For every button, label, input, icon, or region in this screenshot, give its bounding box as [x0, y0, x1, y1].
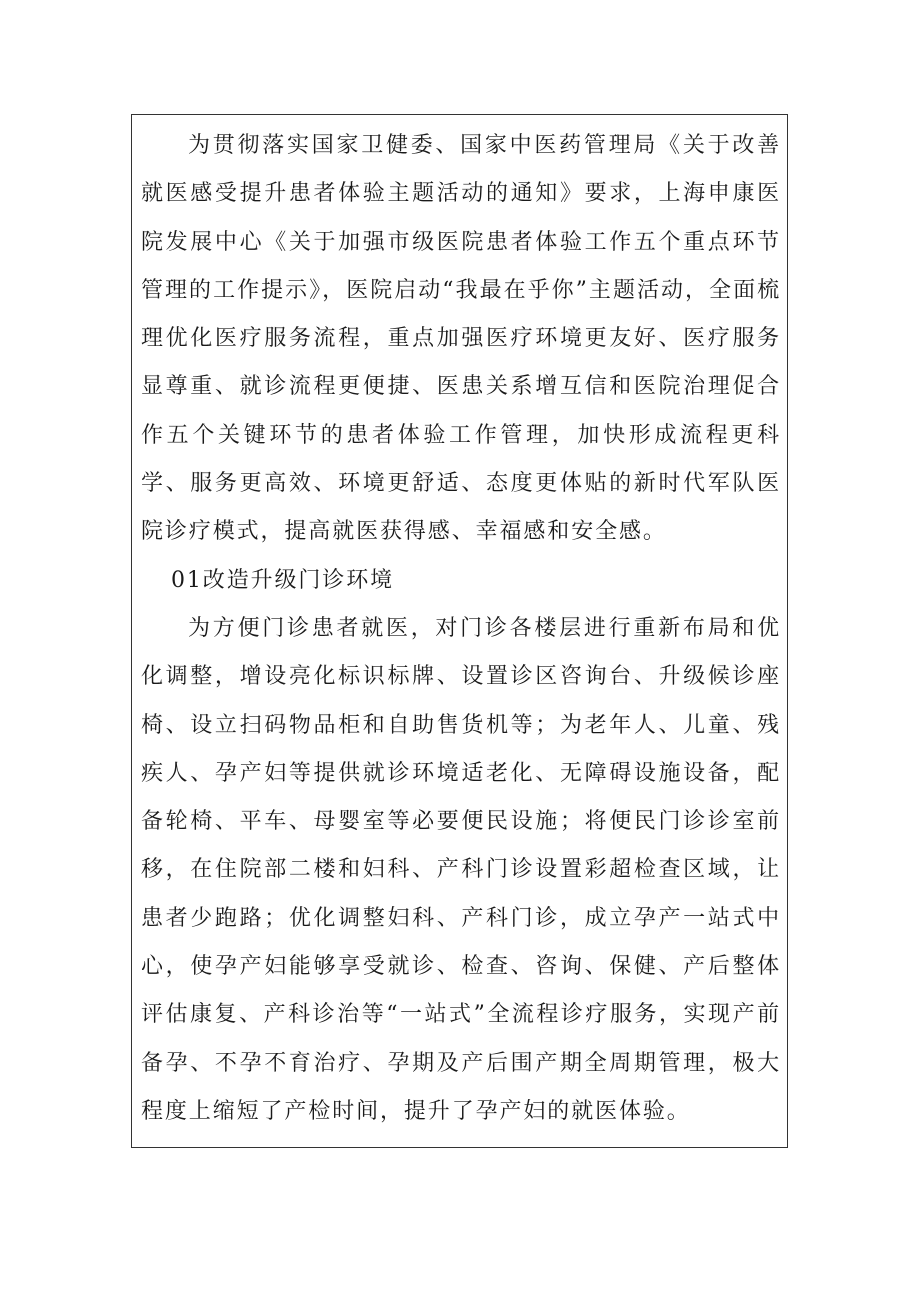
section-heading: 01改造升级门诊环境: [171, 567, 394, 593]
intro-paragraph: 为贯彻落实国家卫健委、国家中医药管理局《关于改善就医感受提升患者体验主题活动的通知》要求，上海申康医院发展中心《关于加强市级医院患者体验工作五个重点环节管理的工作提示》，医院启动“我最在乎你”主题活动，全面梳理优化医疗服务流程，重点加强医疗环境更友好、医疗服务显尊重、就诊流程更便捷、医患关系增互信和医院治理促合作五个关键环节的患者体验工作管理，加快形成流程更科学、服务更高效、环境更舒适、态度更体贴的新时代军队医院诊疗模式，提高就医获得感、幸福感和安全感。: [141, 133, 781, 545]
document-body: [141, 122, 781, 1136]
section-paragraph: 为方便门诊患者就医，对门诊各楼层进行重新布局和优化调整，增设亮化标识标牌、设置诊区咨询台、升级候诊座椅、设立扫码物品柜和自助售货机等；为老年人、儿童、残疾人、孕产妇等提供就诊环境适老化、无障碍设施设备，配备轮椅、平车、母婴室等必要便民设施；将便民门诊诊室前移，在住院部二楼和妇科、产科门诊设置彩超检查区域，让患者少跑路；优化调整妇科、产科门诊，成立孕产一站式中心，使孕产妇能够享受就诊、检查、咨询、保健、产后整体评估康复、产科诊治等“一站式”全流程诊疗服务，实现产前备孕、不孕不育治疗、孕期及产后围产期全周期管理，极大程度上缩短了产检时间，提升了孕产妇的就医体验。: [141, 615, 781, 1124]
